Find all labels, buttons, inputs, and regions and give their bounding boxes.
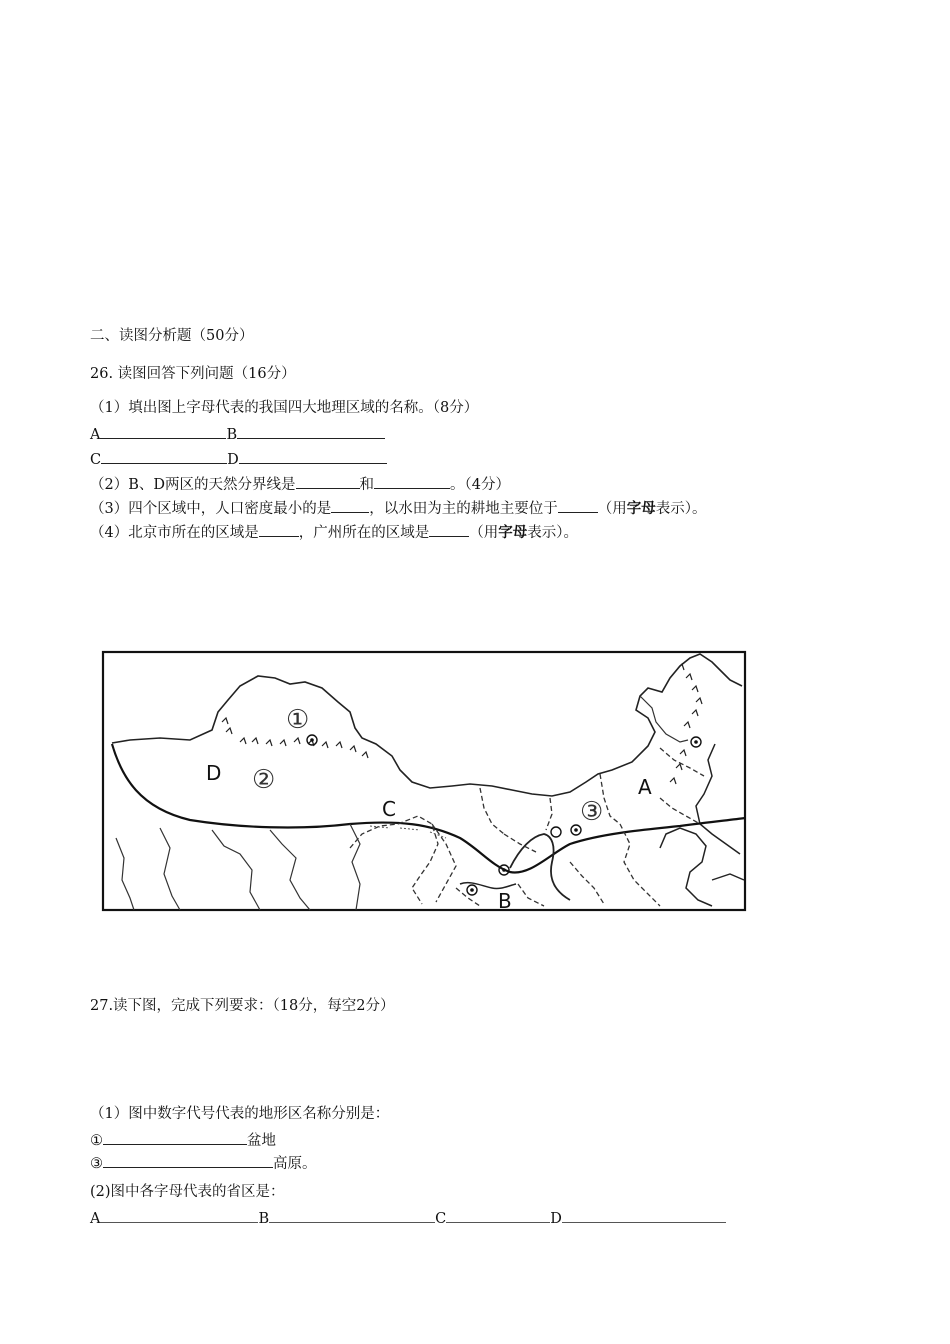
q27-label-a: A (90, 1211, 101, 1227)
coastline-east (696, 744, 740, 854)
q27-item-3 (90, 1153, 317, 1174)
q26-p4-post: 表示）。 (527, 525, 578, 541)
shandong-peninsula (712, 874, 744, 880)
q27-answer-row (90, 1208, 726, 1229)
map-label-c: C (382, 797, 396, 821)
q26-p2-post: 。（4分） (450, 477, 510, 493)
china-regions-map (100, 648, 752, 916)
q27-item3-suffix: 高原。 (273, 1156, 317, 1172)
provincial-boundaries (350, 748, 704, 906)
q27-item-1 (90, 1130, 276, 1151)
city-marker-beijing-dot (574, 828, 578, 832)
western-borders (116, 824, 360, 910)
city-marker-hollow (551, 827, 561, 837)
q27-blank-c[interactable] (446, 1208, 550, 1223)
q27-item1-suffix: 盆地 (247, 1133, 276, 1149)
q26-p2-blank1[interactable] (296, 474, 360, 489)
map-label-2: ② (252, 765, 276, 795)
q26-p2-mid: 和 (359, 477, 375, 493)
q27-blank-a[interactable] (100, 1208, 258, 1223)
q26-part4 (90, 522, 578, 543)
q27-item3-blank[interactable] (103, 1153, 273, 1168)
q26-p3-paren: （用 (597, 501, 627, 517)
q27-part1-text: （1）图中数字代号代表的地形区名称分别是： (90, 1106, 390, 1122)
city-marker-urumqi-dot (310, 738, 314, 742)
q26-p3-blank2[interactable] (558, 498, 598, 513)
q27-blank-d[interactable] (562, 1208, 726, 1223)
q26-part2 (90, 474, 510, 495)
map-label-1: ① (286, 705, 310, 735)
q26-p3-bold: 字母 (626, 500, 656, 517)
map-label-b: B (498, 889, 512, 913)
q26-part3 (90, 498, 706, 519)
q26-label-a: A (90, 427, 101, 443)
q26-p4-blank2[interactable] (429, 522, 469, 537)
q26-p3-post: 表示）。 (655, 501, 707, 517)
q27-title: 27.读下图，完成下列要求：（18分，每空2分） (90, 998, 395, 1014)
q26-p4-mid: ，广州所在的区域是 (298, 525, 430, 541)
q26-label-b: B (226, 427, 238, 443)
q26-answer-row-cd (90, 449, 387, 470)
q26-title: 26. 读图回答下列问题（16分） (90, 366, 296, 382)
q26-p3-blank1[interactable] (331, 498, 369, 513)
q27-item1-marker: ① (90, 1133, 103, 1149)
q26-label-c: C (90, 452, 102, 468)
city-marker-harbin-dot (694, 740, 698, 744)
q26-answer-row-ab (90, 424, 385, 445)
city-marker-lanzhou-dot (502, 868, 506, 872)
q27-label-b: B (258, 1211, 270, 1227)
q26-part1-text: （1）填出图上字母代表的我国四大地理区域的名称。（8分） (90, 400, 479, 416)
q27-label-d: D (550, 1211, 562, 1227)
city-marker-xining-dot (470, 888, 474, 892)
q26-p4-bold: 字母 (498, 524, 528, 541)
section-title: 二、读图分析题（50分） (90, 328, 254, 344)
q26-blank-b[interactable] (237, 424, 385, 439)
q26-p4-pre: （4）北京市所在的区域是 (90, 525, 259, 541)
q26-p3-mid: ，以水田为主的耕地主要位于 (369, 501, 558, 517)
map-label-3: ③ (580, 797, 604, 827)
q26-p4-blank1[interactable] (259, 522, 299, 537)
map-label-a: A (638, 775, 652, 799)
q26-blank-d[interactable] (239, 449, 387, 464)
q26-blank-a[interactable] (100, 424, 226, 439)
q27-part2-text: (2)图中各字母代表的省区是： (90, 1184, 285, 1200)
q26-label-d: D (227, 452, 239, 468)
mountain-range-northeast (670, 664, 702, 784)
q27-label-c: C (435, 1211, 447, 1227)
q26-p2-pre: （2）B、D两区的天然分界线是 (90, 477, 296, 493)
q26-p4-paren: （用 (469, 525, 499, 541)
q27-item3-marker: ③ (90, 1156, 103, 1172)
bohai-bay (660, 828, 712, 906)
border-detail (640, 696, 688, 742)
q27-blank-b[interactable] (269, 1208, 435, 1223)
q26-p3-pre: （3）四个区域中，人口密度最小的是 (90, 501, 332, 517)
q26-blank-c[interactable] (101, 449, 227, 464)
map-label-d: D (206, 761, 222, 785)
q26-p2-blank2[interactable] (374, 474, 450, 489)
city-markers (307, 735, 701, 895)
q27-item1-blank[interactable] (103, 1130, 247, 1145)
